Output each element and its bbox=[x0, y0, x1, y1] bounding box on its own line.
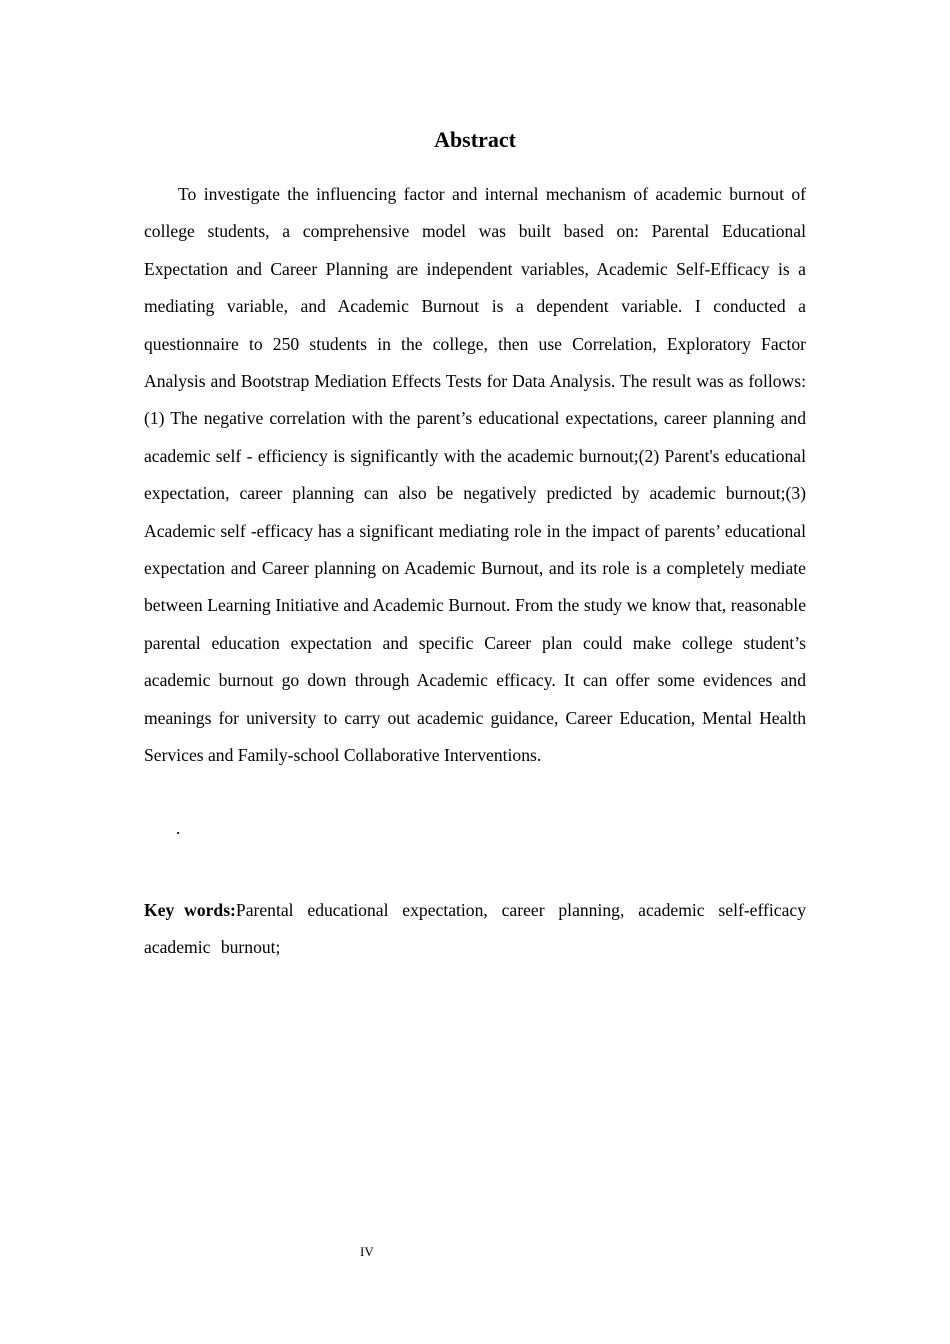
keywords-label: Key words: bbox=[144, 900, 236, 920]
stray-period-mark: . bbox=[176, 818, 181, 838]
page-number: IV bbox=[360, 1244, 374, 1259]
abstract-body-paragraph: To investigate the influencing factor and internal mechanism of academic burnout of college students, a comprehensive model was built based on: Parental Educational Expectation and Career Planning are independent variables, Academic Self-Efficacy is a mediating variable, and Academic Burnout is a dependent variable. I conducted a questionnaire to 250 students in the college, then use Correlation, Exploratory Factor Analysis and Bootstrap Mediation Effects Tests for Data Analysis. The result was as follows:(1) The negative correlation with the parent’s educational expectations, career planning and academic self - efficiency is significantly with the academic burnout;(2) Parent's educational expectation, career planning can also be negatively predicted by academic burnout;(3) Academic self -efficacy has a significant mediating role in the impact of parents’ educational expectation and Career planning on Academic Burnout, and its role is a completely mediate between Learning Initiative and Academic Burnout. From the study we know that, reasonable parental education expectation and specific Career plan could make college student’s academic burnout go down through Academic efficacy. It can offer some evidences and meanings for university to carry out academic guidance, Career Education, Mental Health Services and Family-school Collaborative Interventions. bbox=[144, 184, 806, 766]
keywords-text: Parental educational expectation, career planning, academic self-efficacy academic burnout; bbox=[144, 900, 806, 958]
keywords-paragraph bbox=[144, 892, 806, 967]
abstract-title: Abstract bbox=[434, 127, 516, 152]
